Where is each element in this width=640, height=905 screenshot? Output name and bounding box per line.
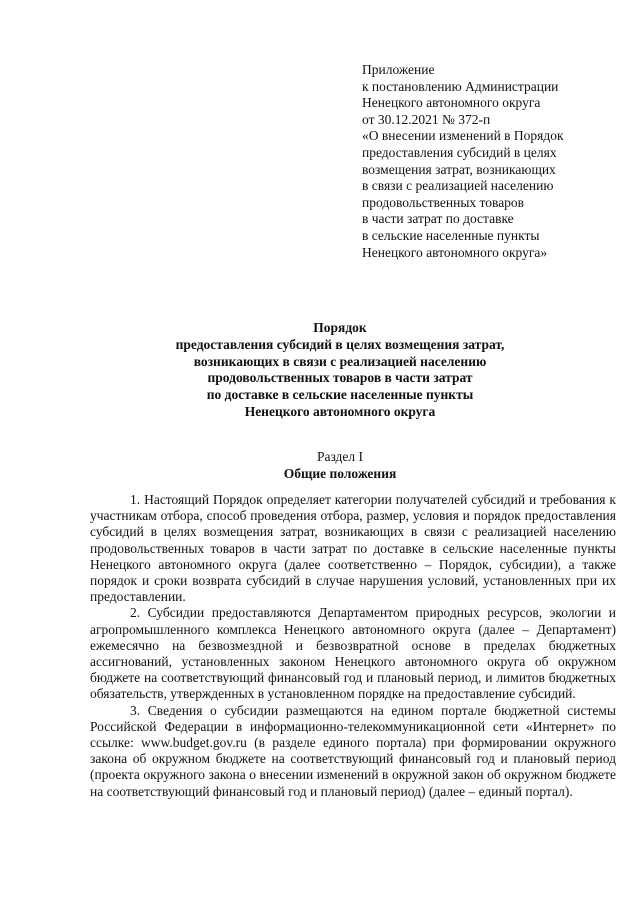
appendix-line: «О внесении изменений в Порядок bbox=[362, 128, 564, 144]
title-line: возникающих в связи с реализацией населению bbox=[193, 353, 487, 369]
title-line: Порядок bbox=[313, 320, 367, 335]
appendix-line: Приложение bbox=[362, 62, 435, 77]
appendix-line: в связи с реализацией населению bbox=[362, 178, 554, 194]
title-line: предоставления субсидий в целях возмещения затрат, bbox=[175, 336, 505, 352]
title-line: по доставке в сельские населенные пункты bbox=[206, 387, 474, 403]
appendix-header bbox=[362, 62, 622, 261]
appendix-line: Ненецкого автономного округа bbox=[362, 95, 541, 111]
appendix-line: Ненецкого автономного округа» bbox=[362, 244, 548, 260]
document-title bbox=[80, 320, 600, 421]
appendix-line: возмещения затрат, возникающих bbox=[362, 161, 556, 177]
section-number: Раздел I bbox=[316, 449, 364, 464]
paragraph: 1. Настоящий Порядок определяет категории получателей субсидий и требования к участникам отбора, способ проведения отбора, размер, условия и порядок предоставления субсидий в целях возмещения затрат, возникающих в связи с реализацией населению продовольственных товаров в части затрат по доставке в сельские населенные пункты Ненецкого автономного округа (далее соответственно – Порядок, субсидии), а также порядок и сроки возврата субсидий в случае нарушения условий, установленных при их предоставлении. bbox=[90, 492, 616, 605]
section-heading bbox=[80, 448, 600, 482]
paragraph: 2. Субсидии предоставляются Департаментом природных ресурсов, экологии и агропромышленного комплекса Ненецкого автономного округа (далее – Департамент) ежемесячно на безвозмездной и безвозвратной основе в пределах бюджетных ассигнований, установленных законом Ненецкого автономного округа об окружном бюджете на соответствующий финансовый год и плановый период, и лимитов бюджетных обязательств, утвержденных в установленном порядке на предоставление субсидий. bbox=[90, 605, 616, 702]
document-body bbox=[90, 492, 616, 800]
section-name: Общие положения bbox=[283, 466, 397, 481]
paragraph: 3. Сведения о субсидии размещаются на едином портале бюджетной системы Российской Федерации в информационно-телекоммуникационной сети «Интернет» по ссылке: www.budget.gov.ru (в разделе единого портала) при формировании окружного закона об окружном бюджете на соответствующий финансовый год и плановый период (проекта окружного закона о внесении изменений в окружной закон об окружном бюджете на соответствующий финансовый год и плановый период) (далее – единый портал). bbox=[90, 702, 616, 799]
appendix-line: к постановлению Администрации bbox=[362, 78, 559, 94]
appendix-line: предоставления субсидий в целях bbox=[362, 144, 557, 160]
appendix-line: в части затрат по доставке bbox=[362, 211, 514, 227]
appendix-line: от 30.12.2021 № 372-п bbox=[362, 111, 491, 127]
title-line: продовольственных товаров в части затрат bbox=[207, 370, 473, 386]
appendix-line: в сельские населенные пункты bbox=[362, 227, 540, 243]
appendix-line: продовольственных товаров bbox=[362, 194, 525, 210]
title-line: Ненецкого автономного округа bbox=[244, 403, 436, 419]
